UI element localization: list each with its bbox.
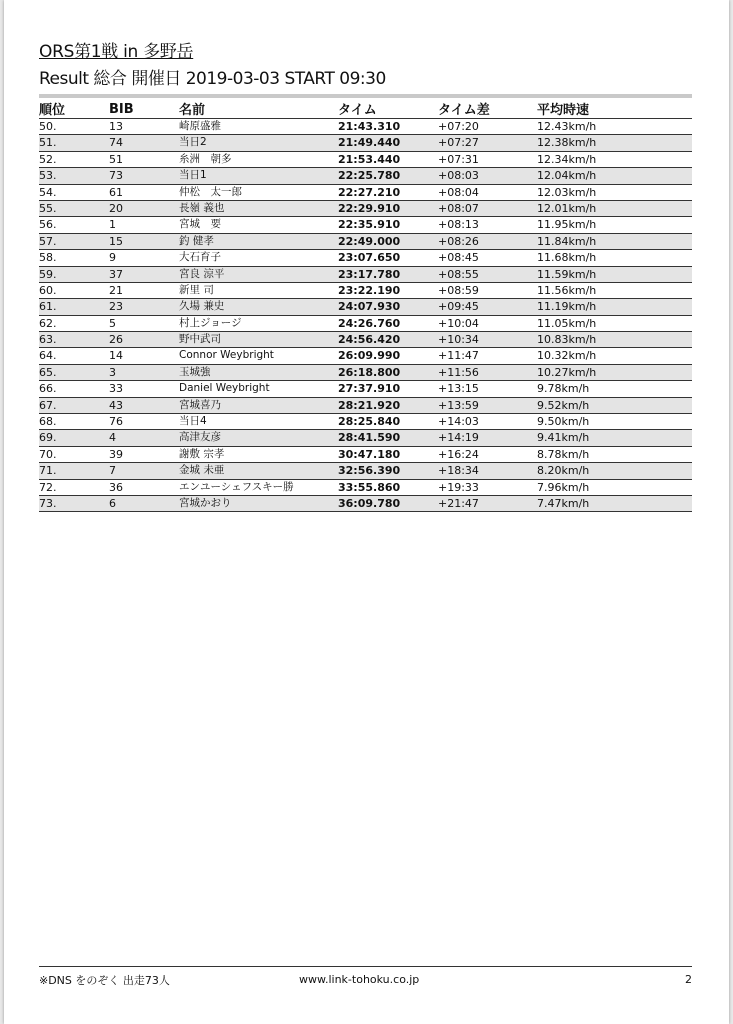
name-cell: エンユーシェフスキー勝 <box>179 480 294 493</box>
table-row <box>39 234 692 250</box>
name-cell: 金城 未亜 <box>179 464 225 477</box>
rank-cell: 67. <box>39 398 57 412</box>
table-row <box>39 185 692 201</box>
speed-cell: 10.83km/h <box>537 333 597 347</box>
diff-cell: +09:45 <box>438 300 479 314</box>
page-number: 2 <box>685 973 692 986</box>
rank-cell: 50. <box>39 120 57 133</box>
table-row <box>39 365 692 381</box>
bib-cell: 15 <box>109 234 123 248</box>
time-cell: 22:29.910 <box>338 201 401 215</box>
name-cell: 宮城かおり <box>179 496 232 509</box>
bib-cell: 51 <box>109 152 123 166</box>
name-cell: 仲松 太一郎 <box>179 185 242 198</box>
bib-cell: 39 <box>109 447 123 461</box>
diff-cell: +07:20 <box>438 120 479 133</box>
bib-cell: 61 <box>109 185 123 199</box>
table-row <box>39 168 692 184</box>
bib-cell: 4 <box>109 431 116 445</box>
time-cell: 22:25.780 <box>338 169 401 183</box>
table-row <box>39 201 692 217</box>
diff-cell: +08:13 <box>438 218 479 232</box>
rank-cell: 57. <box>39 234 57 248</box>
bib-cell: 7 <box>109 464 116 478</box>
event-title: ORS第1戦 in 多野岳 <box>39 42 194 62</box>
bib-cell: 37 <box>109 267 123 281</box>
bib-cell: 9 <box>109 251 116 265</box>
col-head-name: 名前 <box>179 103 206 118</box>
rank-cell: 54. <box>39 185 57 199</box>
time-cell: 28:21.920 <box>338 398 401 412</box>
result-subtitle: Result 総合 開催日 2019-03-03 START 09:30 <box>39 69 386 89</box>
diff-cell: +10:34 <box>438 333 479 347</box>
table-row <box>39 381 692 397</box>
name-cell: Connor Weybright <box>179 349 274 362</box>
time-cell: 23:07.650 <box>338 251 401 265</box>
table-row <box>39 316 692 332</box>
rank-cell: 56. <box>39 218 57 232</box>
rank-cell: 65. <box>39 365 57 379</box>
speed-cell: 7.96km/h <box>537 480 590 494</box>
speed-cell: 8.78km/h <box>537 447 590 461</box>
bib-cell: 26 <box>109 333 123 347</box>
rank-cell: 61. <box>39 300 57 314</box>
bib-cell: 36 <box>109 480 123 494</box>
rank-cell: 68. <box>39 415 57 429</box>
rank-cell: 69. <box>39 431 57 445</box>
diff-cell: +13:15 <box>438 382 479 396</box>
table-row <box>39 480 692 496</box>
name-cell: Daniel Weybright <box>179 382 270 395</box>
name-cell: 長嶺 義也 <box>179 201 225 214</box>
col-head-speed: 平均時速 <box>537 103 590 118</box>
table-row <box>39 430 692 446</box>
name-cell: 玉城強 <box>179 365 211 378</box>
rank-cell: 72. <box>39 480 57 494</box>
bib-cell: 13 <box>109 120 123 133</box>
bib-cell: 33 <box>109 382 123 396</box>
speed-cell: 11.59km/h <box>537 267 597 281</box>
name-cell: 当日2 <box>179 136 207 149</box>
bib-cell: 5 <box>109 316 116 330</box>
table-row <box>39 283 692 299</box>
table-row <box>39 135 692 151</box>
diff-cell: +10:04 <box>438 316 479 330</box>
name-cell: 糸洲 朝多 <box>179 152 232 165</box>
diff-cell: +18:34 <box>438 464 479 478</box>
name-cell: 村上ジョージ <box>179 316 242 329</box>
time-cell: 22:27.210 <box>338 185 401 199</box>
table-row <box>39 332 692 348</box>
speed-cell: 10.32km/h <box>537 349 597 363</box>
footer-note: ※DNS をのぞく 出走73人 <box>39 974 170 987</box>
table-row <box>39 398 692 414</box>
time-cell: 27:37.910 <box>338 382 401 396</box>
time-cell: 23:17.780 <box>338 267 401 281</box>
speed-cell: 12.34km/h <box>537 152 597 166</box>
time-cell: 32:56.390 <box>338 464 401 478</box>
rank-cell: 73. <box>39 496 57 510</box>
table-row <box>39 496 692 512</box>
results-table <box>39 118 692 512</box>
speed-cell: 12.01km/h <box>537 201 597 215</box>
diff-cell: +07:27 <box>438 136 479 150</box>
name-cell: 新里 司 <box>179 283 214 296</box>
time-cell: 21:53.440 <box>338 152 401 166</box>
name-cell: 高津友彦 <box>179 431 221 444</box>
table-row <box>39 463 692 479</box>
table-row <box>39 267 692 283</box>
time-cell: 28:25.840 <box>338 415 401 429</box>
diff-cell: +21:47 <box>438 496 479 510</box>
table-row <box>39 119 692 135</box>
table-row <box>39 152 692 168</box>
name-cell: 大石育子 <box>179 251 221 264</box>
name-cell: 崎原盛雅 <box>179 120 221 132</box>
rank-cell: 62. <box>39 316 57 330</box>
time-cell: 28:41.590 <box>338 431 401 445</box>
footer-rule <box>39 966 692 967</box>
rank-cell: 71. <box>39 464 57 478</box>
time-cell: 36:09.780 <box>338 496 401 510</box>
rank-cell: 52. <box>39 152 57 166</box>
diff-cell: +08:59 <box>438 283 479 297</box>
time-cell: 23:22.190 <box>338 283 401 297</box>
diff-cell: +08:55 <box>438 267 479 281</box>
diff-cell: +16:24 <box>438 447 479 461</box>
rank-cell: 59. <box>39 267 57 281</box>
rank-cell: 51. <box>39 136 57 150</box>
bib-cell: 23 <box>109 300 123 314</box>
bib-cell: 74 <box>109 136 123 150</box>
table-row <box>39 217 692 233</box>
rank-cell: 70. <box>39 447 57 461</box>
col-head-time: タイム <box>338 103 377 118</box>
name-cell: 宮城喜乃 <box>179 398 221 411</box>
diff-cell: +14:19 <box>438 431 479 445</box>
speed-cell: 9.41km/h <box>537 431 590 445</box>
speed-cell: 9.78km/h <box>537 382 590 396</box>
speed-cell: 12.03km/h <box>537 185 597 199</box>
speed-cell: 11.84km/h <box>537 234 597 248</box>
time-cell: 24:26.760 <box>338 316 401 330</box>
time-cell: 21:49.440 <box>338 136 401 150</box>
name-cell: 釣 健孝 <box>179 234 214 247</box>
time-cell: 26:18.800 <box>338 365 401 379</box>
table-row <box>39 348 692 364</box>
diff-cell: +11:47 <box>438 349 479 363</box>
name-cell: 久場 兼史 <box>179 300 225 313</box>
diff-cell: +19:33 <box>438 480 479 494</box>
name-cell: 当日1 <box>179 169 207 182</box>
diff-cell: +08:26 <box>438 234 479 248</box>
table-row <box>39 447 692 463</box>
bib-cell: 76 <box>109 415 123 429</box>
speed-cell: 11.56km/h <box>537 283 597 297</box>
diff-cell: +08:04 <box>438 185 479 199</box>
time-cell: 30:47.180 <box>338 447 401 461</box>
diff-cell: +08:03 <box>438 169 479 183</box>
time-cell: 26:09.990 <box>338 349 401 363</box>
col-head-bib: BIB <box>109 102 134 117</box>
diff-cell: +08:07 <box>438 201 479 215</box>
results-page <box>4 0 729 1024</box>
speed-cell: 8.20km/h <box>537 464 590 478</box>
rank-cell: 60. <box>39 283 57 297</box>
time-cell: 21:43.310 <box>338 120 401 133</box>
time-cell: 24:07.930 <box>338 300 401 314</box>
speed-cell: 12.38km/h <box>537 136 597 150</box>
header-rule <box>39 94 692 98</box>
speed-cell: 7.47km/h <box>537 496 590 510</box>
diff-cell: +13:59 <box>438 398 479 412</box>
speed-cell: 9.52km/h <box>537 398 590 412</box>
rank-cell: 53. <box>39 169 57 183</box>
diff-cell: +07:31 <box>438 152 479 166</box>
speed-cell: 11.05km/h <box>537 316 597 330</box>
table-row <box>39 250 692 266</box>
speed-cell: 11.19km/h <box>537 300 597 314</box>
rank-cell: 64. <box>39 349 57 363</box>
speed-cell: 9.50km/h <box>537 415 590 429</box>
name-cell: 野中武司 <box>179 333 221 346</box>
col-head-diff: タイム差 <box>438 103 490 118</box>
time-cell: 33:55.860 <box>338 480 401 494</box>
name-cell: 宮城 要 <box>179 218 221 231</box>
time-cell: 24:56.420 <box>338 333 401 347</box>
table-row <box>39 414 692 430</box>
bib-cell: 3 <box>109 365 116 379</box>
speed-cell: 12.43km/h <box>537 120 597 133</box>
speed-cell: 11.95km/h <box>537 218 597 232</box>
bib-cell: 73 <box>109 169 123 183</box>
bib-cell: 20 <box>109 201 123 215</box>
speed-cell: 10.27km/h <box>537 365 597 379</box>
bib-cell: 6 <box>109 496 116 510</box>
bib-cell: 14 <box>109 349 123 363</box>
rank-cell: 55. <box>39 201 57 215</box>
name-cell: 謝敷 宗孝 <box>179 447 225 460</box>
speed-cell: 12.04km/h <box>537 169 597 183</box>
rank-cell: 66. <box>39 382 57 396</box>
name-cell: 当日4 <box>179 415 207 428</box>
bib-cell: 1 <box>109 218 116 232</box>
rank-cell: 63. <box>39 333 57 347</box>
diff-cell: +11:56 <box>438 365 479 379</box>
col-head-rank: 順位 <box>39 103 66 118</box>
speed-cell: 11.68km/h <box>537 251 597 265</box>
footer-url: www.link-tohoku.co.jp <box>299 973 420 986</box>
bib-cell: 21 <box>109 283 123 297</box>
rank-cell: 58. <box>39 251 57 265</box>
diff-cell: +14:03 <box>438 415 479 429</box>
time-cell: 22:49.000 <box>338 234 401 248</box>
bib-cell: 43 <box>109 398 123 412</box>
diff-cell: +08:45 <box>438 251 479 265</box>
table-row <box>39 299 692 315</box>
time-cell: 22:35.910 <box>338 218 401 232</box>
name-cell: 宮良 涼平 <box>179 267 225 280</box>
